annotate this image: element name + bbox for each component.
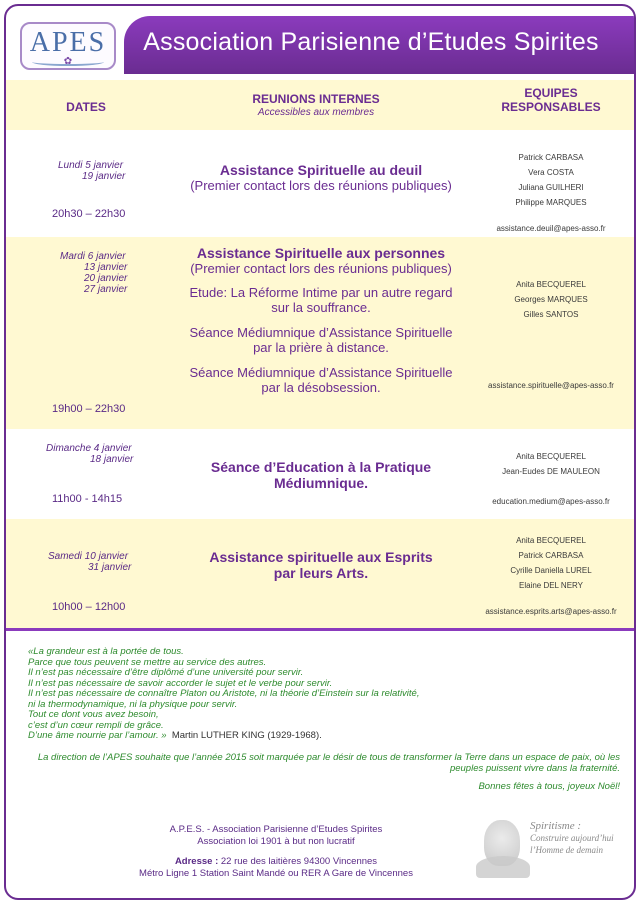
meeting-item [166,365,476,395]
row-content [166,162,476,193]
row-content [166,459,476,491]
holiday-wishes: Bonnes fêtes à tous, joyeux Noël! [478,781,620,792]
new-year-message [28,752,620,774]
table-row [6,130,634,237]
meeting-subtitle: (Premier contact lors des réunions publiques) [190,178,452,193]
quote-block [28,647,528,742]
meeting-item [166,325,476,355]
meeting-title: Assistance spirituelle aux Esprits [209,549,433,565]
footer-legal: Association loi 1901 à but non lucratif [197,836,355,847]
page-frame [4,4,636,900]
date-sub: 19 janvier [82,171,126,182]
team-email[interactable]: assistance.esprits.arts@apes-asso.fr [485,607,617,616]
quote-line: ni la thermodynamique, ni la physique pour servir. [28,698,238,710]
column-header-equipes [476,86,626,114]
row-time: 10h00 – 12h00 [52,601,126,613]
quote-author: Martin LUTHER KING (1929-1968). [171,730,322,741]
quote-line: Tout ce dont vous avez besoin, [28,709,159,720]
meeting-subtitle: (Premier contact lors des réunions publiques) [190,261,452,276]
message-line: peuples puissent vivre dans la fraternité. [449,763,620,774]
section-divider [6,628,634,631]
meeting-item-line: sur la souffrance. [271,300,371,315]
meeting-title: Séance d’Education à la Pratique [210,459,432,475]
table-header [6,80,634,130]
team-member: Cyrille Daniella LUREL [510,566,592,575]
meeting-item-line: par la prière à distance. [253,340,389,355]
row-time: 20h30 – 22h30 [52,208,126,220]
quote-line: «La grandeur est à la portée de tous. [28,646,184,657]
team-email[interactable]: assistance.spirituelle@apes-asso.fr [488,381,614,390]
footer-association: A.P.E.S. - Association Parisienne d’Etudes Spirites [169,824,383,835]
footer-metro: Métro Ligne 1 Station Saint Mandé ou RER A Gare de Vincennes [139,868,413,879]
date-main: Mardi 6 janvier [60,251,126,262]
meeting-item-line: Séance Médiumnique d’Assistance Spirituelle [189,365,453,380]
quote-line: Il n’est pas nécessaire d’être diplômé d’une université pour servir. [28,667,304,678]
team-email[interactable]: assistance.deuil@apes-asso.fr [496,224,606,233]
table-row [6,429,634,519]
portrait-body-icon [476,856,530,878]
meeting-item [166,285,476,315]
team-member: Anita BECQUEREL [516,536,586,545]
row-content [166,245,476,395]
quote-line: c’est d’un cœur rempli de grâce. [28,719,164,731]
date-sub: 13 janvier [84,262,128,273]
address-value: 22 rue des laitières 94300 Vincennes [220,856,378,867]
signature-line: Spiritisme : [530,820,582,832]
quote-line: Il n’est pas nécessaire de connaître Platon ou Aristote, ni la théorie d’Einstein sur la relativité, [28,688,420,699]
row-dates [44,551,131,573]
column-header-reunions: REUNIONS INTERNES [252,92,380,106]
equipes-line1: EQUIPES [524,86,578,100]
meeting-title: par leurs Arts. [273,565,369,581]
quote-line-last [28,731,528,742]
team-member: Anita BECQUEREL [516,280,586,289]
team-member: Anita BECQUEREL [516,452,586,461]
team-member: Patrick CARBASA [518,551,584,560]
date-main: Lundi 5 janvier [58,160,124,171]
quote-last-line: D’une âme nourrie par l’amour. » [28,730,167,741]
row-dates [44,160,125,182]
team-list [476,449,626,479]
date-main: Samedi 10 janvier [48,551,129,562]
date-main: Dimanche 4 janvier [46,443,132,454]
team-member: Philippe MARQUES [515,198,587,207]
message-line: La direction de l’APES souhaite que l’année 2015 soit marquée par le désir de tous de transformer la Terre dans un espace de paix, où les [37,752,620,763]
meeting-item-line: Séance Médiumnique d’Assistance Spirituelle [189,325,453,340]
team-member: Juliana GUILHERI [518,183,584,192]
row-time: 11h00 - 14h15 [52,493,123,505]
flower-icon: ✿ [63,56,73,67]
portrait-signature [476,810,626,880]
page-title: Association Parisienne d’Etudes Spirites [143,28,599,56]
signature-line: l’Homme de demain [530,845,603,855]
row-content [166,549,476,581]
team-member: Elaine DEL NERY [518,581,584,590]
table-row [6,237,634,429]
meeting-title: Assistance Spirituelle aux personnes [196,245,446,261]
team-member: Vera COSTA [528,168,574,177]
team-member: Jean-Eudes DE MAULEON [502,467,600,476]
team-member: Patrick CARBASA [518,153,584,162]
date-sub: 18 janvier [90,454,134,465]
table-row [6,519,634,629]
row-time: 19h00 – 22h30 [52,403,126,415]
date-sub: 20 janvier [84,273,128,284]
team-list [476,277,626,322]
meeting-title: Assistance Spirituelle au deuil [219,162,423,178]
row-dates [44,251,127,295]
signature-text [530,820,626,856]
logo-text: APES [29,27,107,58]
footer [106,824,446,880]
signature-line: Construire aujourd’hui [530,833,614,843]
meeting-title: Médiumnique. [273,475,369,491]
meeting-item-line: par la désobsession. [261,380,381,395]
date-sub: 27 janvier [84,284,128,295]
column-header-reunions-sub: Accessibles aux membres [257,107,375,118]
team-list [476,150,626,210]
team-email[interactable]: education.medium@apes-asso.fr [492,497,610,506]
quote-line: Parce que tous peuvent se mettre au service des autres. [28,656,267,668]
row-dates [44,443,133,465]
team-list [476,533,626,593]
meeting-item-line: Etude: La Réforme Intime par un autre regard [189,285,453,300]
address-label: Adresse : [174,856,219,867]
equipes-line2: RESPONSABLES [501,100,601,114]
column-header-dates: DATES [66,100,106,114]
team-member: Gilles SANTOS [523,310,579,319]
apes-logo [20,22,116,70]
date-sub: 31 janvier [88,562,132,573]
team-member: Georges MARQUES [514,295,588,304]
quote-line: Il n’est pas nécessaire de savoir accorder le sujet et le verbe pour servir. [28,677,333,689]
footer-address [106,856,446,868]
header [6,6,634,76]
